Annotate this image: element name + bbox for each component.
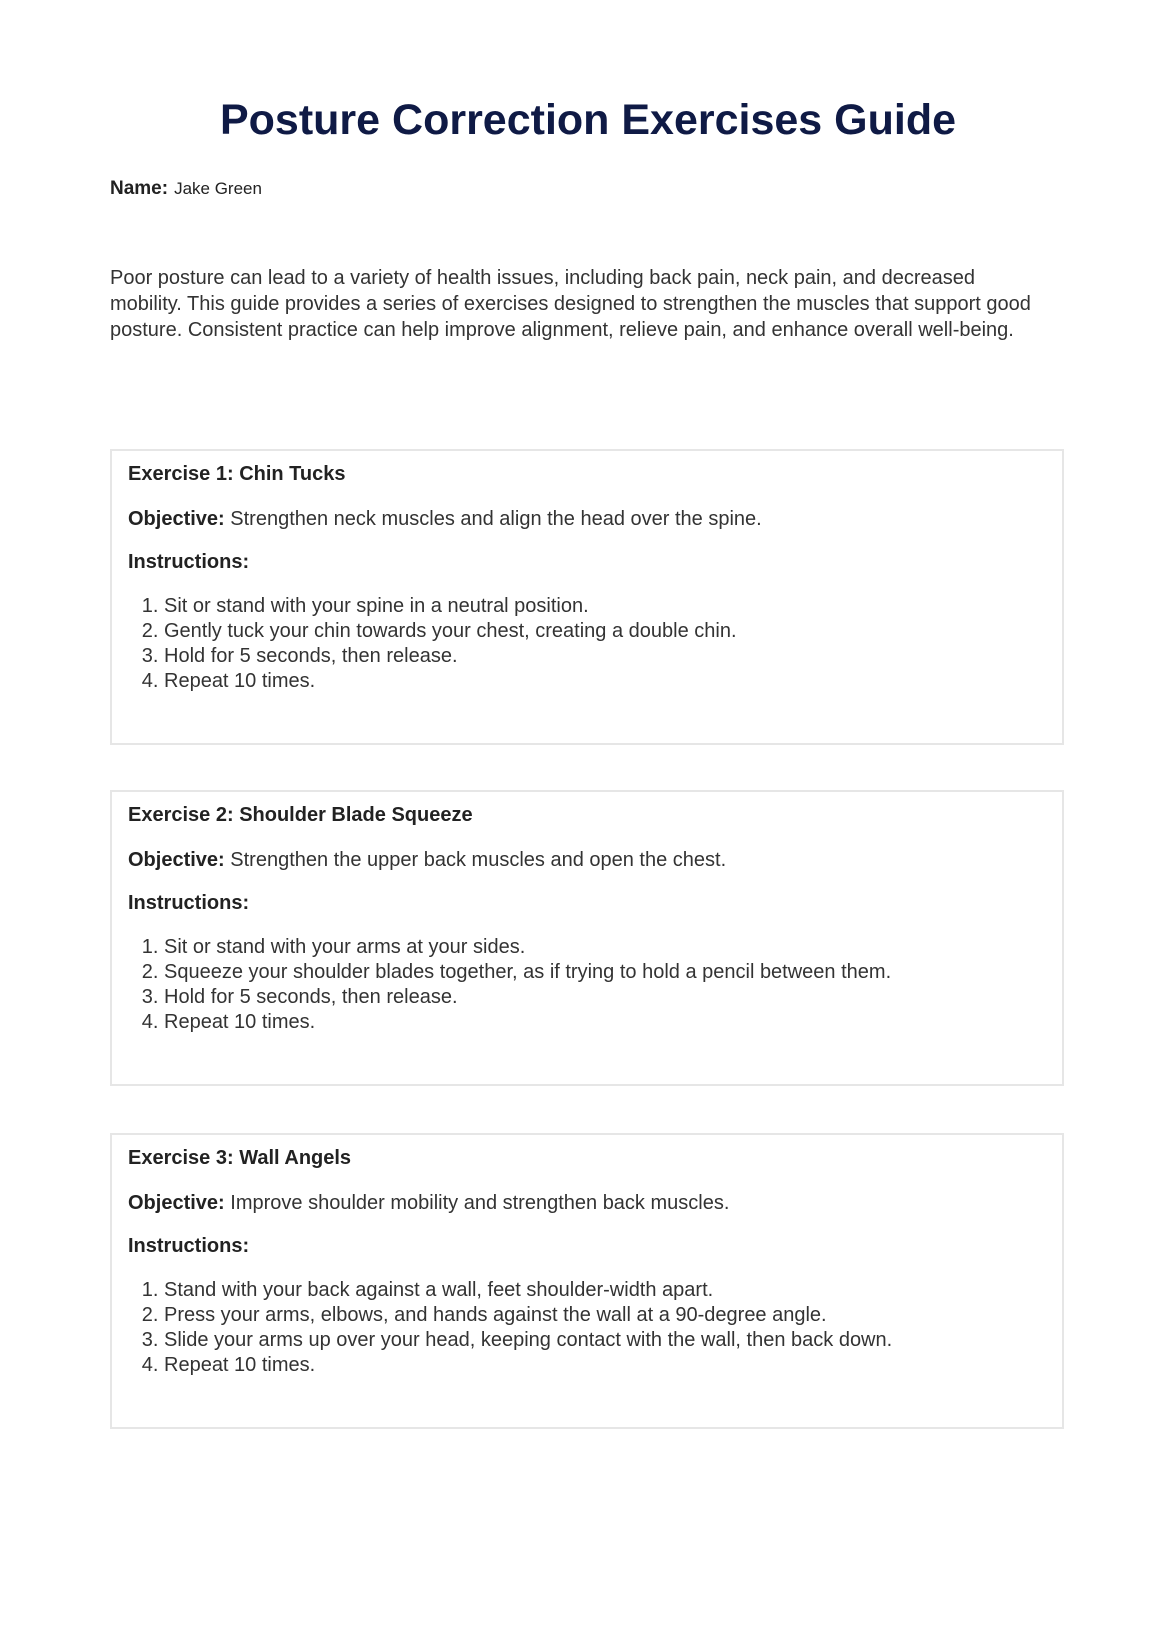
list-item: 3. Hold for 5 seconds, then release. xyxy=(164,985,1046,1010)
list-item: 3. Slide your arms up over your head, keeping contact with the wall, then back down. xyxy=(164,1328,1046,1353)
list-item: 4. Repeat 10 times. xyxy=(164,1353,1046,1378)
page-title: Posture Correction Exercises Guide xyxy=(219,96,957,144)
name-field xyxy=(110,178,262,200)
exercise-card xyxy=(110,1133,1064,1429)
instructions-heading: Instructions: xyxy=(128,551,250,573)
exercise-card xyxy=(110,790,1064,1086)
instructions-list xyxy=(128,935,1046,1035)
list-item: 2. Press your arms, elbows, and hands against the wall at a 90-degree angle. xyxy=(164,1303,1046,1328)
instructions-heading: Instructions: xyxy=(128,892,250,914)
name-label: Name: xyxy=(110,178,169,199)
list-item: 2. Squeeze your shoulder blades together, as if trying to hold a pencil between them. xyxy=(164,960,1046,985)
list-item: 2. Gently tuck your chin towards your chest, creating a double chin. xyxy=(164,619,1046,644)
instructions-list xyxy=(128,594,1046,694)
intro-paragraph: Poor posture can lead to a variety of health issues, including back pain, neck pain, and decreased mobility. This guide provides a series of exercises designed to strengthen the muscles that support good posture. Consistent practice can help improve alignment, relieve pain, and enhance overall well-being. xyxy=(110,267,1031,341)
exercise-card xyxy=(110,449,1064,745)
instructions-heading: Instructions: xyxy=(128,1235,250,1257)
name-value: Jake Green xyxy=(174,179,262,198)
list-item: 3. Hold for 5 seconds, then release. xyxy=(164,644,1046,669)
list-item: 1. Stand with your back against a wall, feet shoulder-width apart. xyxy=(164,1278,1046,1303)
list-item: 4. Repeat 10 times. xyxy=(164,1010,1046,1035)
list-item: 1. Sit or stand with your spine in a neutral position. xyxy=(164,594,1046,619)
exercise-objective: Objective: Strengthen neck muscles and align the head over the spine. xyxy=(128,508,762,530)
instructions-list xyxy=(128,1278,1046,1378)
exercise-title: Exercise 3: Wall Angels xyxy=(128,1147,352,1169)
exercise-objective: Objective: Improve shoulder mobility and strengthen back muscles. xyxy=(128,1192,730,1214)
exercise-title: Exercise 2: Shoulder Blade Squeeze xyxy=(128,804,473,826)
exercise-objective: Objective: Strengthen the upper back muscles and open the chest. xyxy=(128,849,727,871)
list-item: 4. Repeat 10 times. xyxy=(164,669,1046,694)
list-item: 1. Sit or stand with your arms at your sides. xyxy=(164,935,1046,960)
exercise-title: Exercise 1: Chin Tucks xyxy=(128,463,346,485)
